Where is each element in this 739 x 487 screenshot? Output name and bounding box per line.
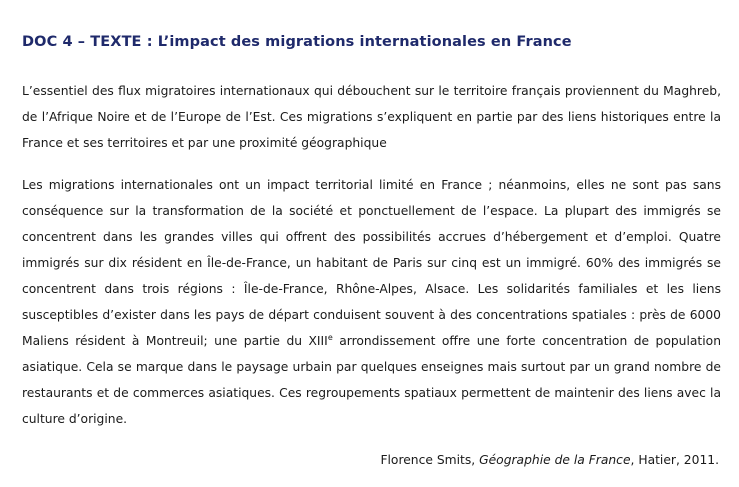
source-title: Géographie de la France [479, 453, 631, 467]
paragraph-2-part-2: arrondissement offre une forte concentration de population asiatique. Cela se marque dans le paysage urbain par quelques enseignes mais surtout par un grand nombre de restaurants et de commerces asiatiques. Ces regroupements spatiaux permettent de maintenir des liens avec la culture d’origine. [22, 334, 721, 426]
paragraph-1: L’essentiel des flux migratoires internationaux qui débouchent sur le territoire français proviennent du Maghreb, de l’Afrique Noire et de l’Europe de l’Est. Ces migrations s’expliquent en partie par des liens historiques entre la France et ses territoires et par une proximité géographique [22, 84, 721, 150]
ordinal-superscript: e [327, 332, 333, 342]
paragraph-2-part-1: Les migrations internationales ont un impact territorial limité en France ; néanmoins, elles ne sont pas sans conséquence sur la transformation de la société et ponctuellement de l’espace. La plupart des immigrés se concentrent dans les grandes villes qui offrent des possibilités accrues d’hébergement et d’emploi. Quatre immigrés sur dix résident en Île-de-France, un habitant de Paris sur cinq est un immigré. 60% des immigrés se concentrent dans trois régions : Île-de-France, Rhône-Alpes, Alsace. Les solidarités familiales et les liens susceptibles d’exister dans les pays de départ conduisent souvent à des concentrations spatiales : près de 6000 Maliens résident à Montreuil; une partie du XIII [22, 178, 721, 348]
paragraph-2 [22, 172, 721, 432]
source-publisher: , Hatier, 2011. [630, 453, 719, 467]
document-title: DOC 4 – TEXTE : L’impact des migrations internationales en France [22, 34, 572, 50]
source-citation [380, 453, 719, 467]
source-author: Florence Smits, [380, 453, 480, 467]
